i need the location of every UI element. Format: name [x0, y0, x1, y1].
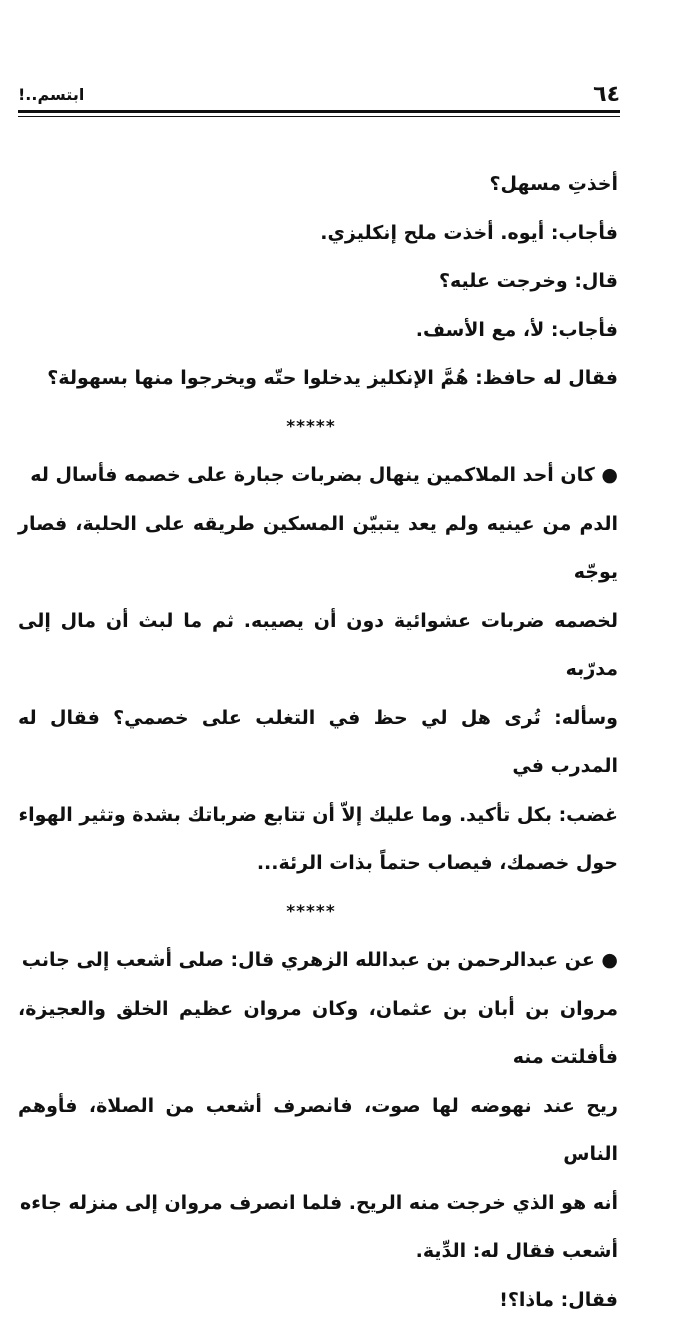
- dialogue-line: أخذتِ مسهل؟: [18, 160, 618, 209]
- dialogue-line: قال: وخرجت عليه؟: [18, 257, 618, 306]
- story-line: حول خصمك، فيصاب حتماً بذات الرئة...: [18, 839, 618, 888]
- page-number: ٦٤: [593, 82, 620, 108]
- story-line: مروان بن أبان بن عثمان، وكان مروان عظيم الخلق والعجيزة، فأفلتت منه: [18, 985, 618, 1082]
- running-title: ابتسم..!: [18, 84, 84, 106]
- story-line: فقال: ماذا؟!: [18, 1276, 618, 1324]
- story-line: غضب: بكل تأكيد. وما عليك إلاّ أن تتابع ضرباتك بشدة وتثير الهواء: [18, 791, 618, 840]
- story-line: ● كان أحد الملاكمين ينهال بضربات جبارة على خصمه فأسال له: [18, 451, 618, 500]
- dialogue-line: فأجاب: لأ، مع الأسف.: [18, 306, 618, 355]
- story-line: ● عن عبدالرحمن بن عبدالله الزهري قال: صلى أشعب إلى جانب: [18, 936, 618, 985]
- section-separator: *****: [18, 888, 618, 937]
- dialogue-line: فقال له حافظ: هُمَّ الإنكليز يدخلوا حتّه ويخرجوا منها بسهولة؟: [18, 354, 618, 403]
- dialogue-line: فأجاب: أيوه. أخذت ملح إنكليزي.: [18, 209, 618, 258]
- story-line: لخصمه ضربات عشوائية دون أن يصيبه. ثم ما لبث أن مال إلى مدرّبه: [18, 597, 618, 694]
- header-rule-thick: [18, 110, 620, 113]
- story-line: أنه هو الذي خرجت منه الريح. فلما انصرف مروان إلى منزله جاءه: [18, 1179, 618, 1228]
- header-rule-thin: [18, 116, 620, 117]
- page-body: [18, 160, 618, 1324]
- story-line: أشعب فقال له: الدِّية.: [18, 1227, 618, 1276]
- story-line: وسأله: تُرى هل لي حظ في التغلب على خصمي؟ فقال له المدرب في: [18, 694, 618, 791]
- story-line: الدم من عينيه ولم يعد يتبيّن المسكين طريقه على الحلبة، فصار يوجّه: [18, 500, 618, 597]
- story-line: ريح عند نهوضه لها صوت، فانصرف أشعب من الصلاة، فأوهم الناس: [18, 1082, 618, 1179]
- section-separator: *****: [18, 403, 618, 452]
- page-header: [18, 82, 620, 112]
